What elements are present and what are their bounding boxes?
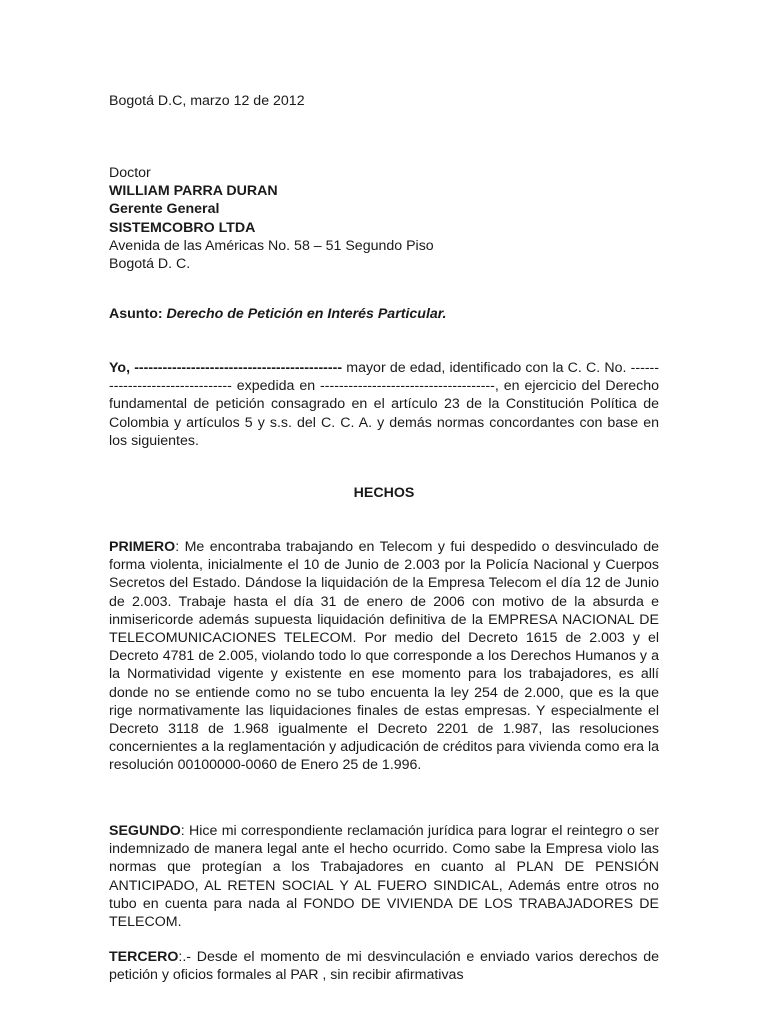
recipient-city: Bogotá D. C.: [109, 256, 191, 273]
fact-label: TERCERO: [109, 949, 179, 965]
recipient-address: Avenida de las Américas No. 58 – 51 Segundo Piso: [109, 237, 434, 254]
fact-label: PRIMERO: [109, 539, 176, 555]
recipient-title: Gerente General: [109, 201, 220, 218]
fact-paragraph-tercero: [109, 948, 659, 984]
fact-text: : Hice mi correspondiente reclamación jurídica para lograr el reintegro o ser indemnizado de manera legal ante el hecho ocurrido. Como sabe la Empresa violo las normas que protegían a los Trabajadores en cuanto al PLAN DE PENSIÓN ANTICIPADO, AL RETEN SOCIAL Y AL FUERO SINDICAL, Además entre otros no tubo en cuenta para nada al FONDO DE VIVIENDA DE LOS TRABAJADORES DE TELECOM.: [109, 823, 659, 931]
subject-text: Derecho de Petición en Interés Particular.: [166, 306, 447, 322]
intro-paragraph: [109, 359, 659, 450]
fact-paragraph-segundo: [109, 822, 659, 931]
fact-text: : Me encontraba trabajando en Telecom y fui despedido o desvinculado de forma violenta, inicialmente el 10 de Junio de 2.003 por la Policía Nacional y Cuerpos Secretos del Estado. Dándose la liquidación de la Empresa Telecom el día 12 de Junio de 2.003. Trabaje hasta el día 31 de enero de 2006 con motivo de la absurda e inmisericorde además supuesta liquidación definitiva de la EMPRESA NACIONAL DE TELECOMUNICACIONES TELECOM. Por medio del Decreto 1615 de 2.003 y el Decreto 4781 de 2.005, violando todo lo que corresponde a los Derechos Humanos y a la Normatividad vigente y existente en ese momento para los trabajadores, es allí donde no se entiende como no se tubo encuenta la ley 254 de 2.000, que es la que rige normativamente las liquidaciones finales de estas empresas. Y especialmente el Decreto 3118 de 1.968 igualmente el Decreto 2201 de 1.987, las resoluciones concernientes a la reglamentación y adjudicación de créditos para vivienda como era la resolución 00100000-0060 de Enero 25 de 1.996.: [109, 539, 659, 774]
intro-lead: Yo, --------------------------------------------: [109, 360, 343, 376]
fact-text: :.- Desde el momento de mi desvinculación e enviado varios derechos de petición y oficios formales al PAR , sin recibir afirmativas: [109, 949, 659, 984]
date-line: Bogotá D.C, marzo 12 de 2012: [109, 93, 305, 109]
fact-paragraph-primero: [109, 538, 659, 775]
section-heading: HECHOS: [353, 485, 415, 501]
recipient-company: SISTEMCOBRO LTDA: [109, 219, 256, 236]
recipient-name: WILLIAM PARRA DURAN: [109, 183, 278, 200]
recipient-salutation: Doctor: [109, 165, 151, 181]
recipient-block: [109, 164, 659, 273]
intro-text: mayor de edad, identificado con la C. C. No. -------------------------------- expedida en -------------------------------------, en ejercicio del Derecho fundamental de petición consagrado en el artículo 23 de la Constitución Política de Colombia y artículos 5 y s.s. del C. C. A. y demás normas concordantes con base en los siguientes.: [109, 360, 659, 449]
fact-label: SEGUNDO: [109, 823, 181, 839]
subject-line: [109, 305, 659, 323]
subject-label: Asunto:: [109, 306, 163, 322]
